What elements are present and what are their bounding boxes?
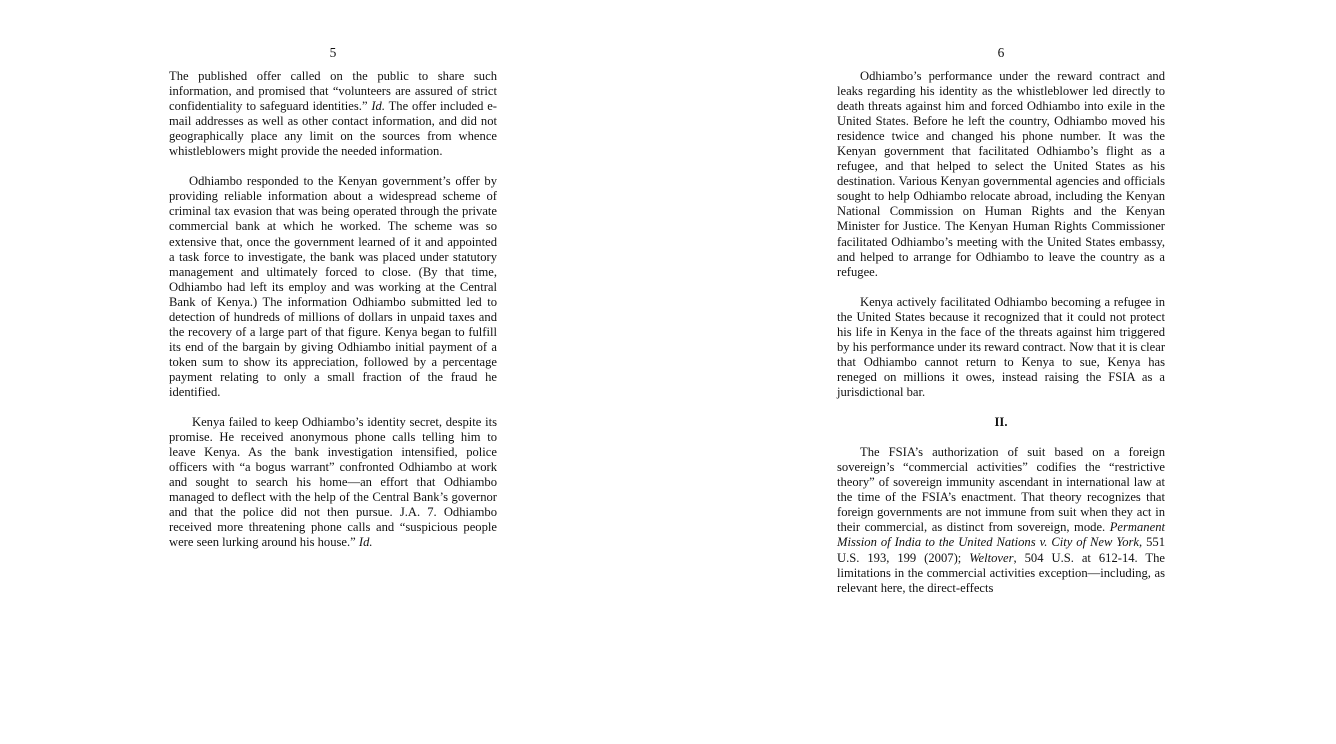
- section-heading: II.: [994, 415, 1008, 430]
- left-p1-text-b: The offer included e-mail addresses as well as other contact information, and did not geographically place any limit on the sources from whence whistleblowers might provide the needed information.: [169, 99, 497, 159]
- left-paragraph-1: [169, 69, 497, 159]
- page-number-left: 5: [329, 45, 337, 60]
- left-p1-cite: Id.: [371, 99, 385, 114]
- right-p3-text-b: , 551 U.S. 193, 199 (2007);: [837, 535, 1166, 565]
- right-paragraph-2: Kenya actively facilitated Odhiambo becoming a refugee in the United States because it recognized that it could not protect his life in Kenya in the face of the threats against him triggered by his performance under its reward contract. Now that it is clear that Odhiambo cannot return to Kenya to sue, Kenya has reneged on millions it owes, instead raising the FSIA as a jurisdictional bar.: [837, 294, 1166, 399]
- right-p3-case-1: Permanent Mission of India to the United Nations v. City of New York: [837, 520, 1165, 550]
- right-paragraph-3: [837, 445, 1165, 595]
- left-p3-text-a: Kenya failed to keep Odhiambo’s identity secret, despite its promise. He received anonymous phone calls telling him to leave Kenya. As the bank investigation intensified, police officers with “a bogus warrant” confronted Odhiambo at work and sought to search his home—an effort that Odhiambo managed to deflect with the help of the Central Bank’s governor and that the police did not then pursue. J.A. 7. Odhiambo received more threatening phone calls and “suspicious people were seen lurking around his house.”: [169, 415, 497, 550]
- right-page: [837, 44, 1165, 596]
- page-number-right: 6: [997, 45, 1005, 60]
- right-p3-text-a: The FSIA’s authorization of suit based on a foreign sovereign’s “commercial activities” codifies the “restrictive theory” of sovereign immunity ascendant in international law at the time of the FSIA’s enactment. That theory recognizes that foreign governments are not immune from suit when they act in their commercial, as distinct from sovereign, mode.: [837, 445, 1165, 535]
- left-page: [169, 44, 497, 551]
- right-p3-text-c: , 504 U.S. at 612-14. The limitations in the commercial activities exception—including, as relevant here, the direct-effects: [837, 550, 1165, 595]
- left-paragraph-2: Odhiambo responded to the Kenyan government’s offer by providing reliable information about a widespread scheme of criminal tax evasion that was being operated through the private commercial bank at which he worked. The scheme was so extensive that, once the government learned of it and appointed a task force to investigate, the bank was placed under statutory management and ultimately forced to close. (By that time, Odhiambo had left its employ and was working at the Central Bank of Kenya.) The information Odhiambo submitted led to detection of hundreds of millions of dollars in unpaid taxes and the recovery of a large part of that figure. Kenya began to fulfill its end of the bargain by giving Odhiambo initial payment of a token sum to show its appreciation, followed by a percentage payment relating to only a small fraction of the fraud he identified.: [169, 174, 497, 399]
- left-p1-text-a: The published offer called on the public to share such information, and promised that “volunteers are assured of strict confidentiality to safeguard identities.”: [169, 69, 497, 114]
- right-p3-case-2: Weltover: [969, 550, 1014, 565]
- left-paragraph-3: [169, 415, 497, 550]
- left-p3-cite: Id.: [358, 535, 373, 550]
- right-paragraph-1: Odhiambo’s performance under the reward contract and leaks regarding his identity as the whistleblower led directly to death threats against him and forced Odhiambo into exile in the United States. Before he left the country, Odhiambo moved his residence twice and changed his phone number. It was the Kenyan government that facilitated Odhiambo’s flight as a refugee, and that helped to select the United States as his destination. Various Kenyan governmental agencies and officials sought to help Odhiambo relocate abroad, including the Kenyan National Commission on Human Rights and the Kenyan Minister for Justice. The Kenyan Human Rights Commissioner facilitated Odhiambo’s meeting with the United States embassy, and helped to arrange for Odhiambo to leave the country as a refugee.: [837, 69, 1165, 279]
